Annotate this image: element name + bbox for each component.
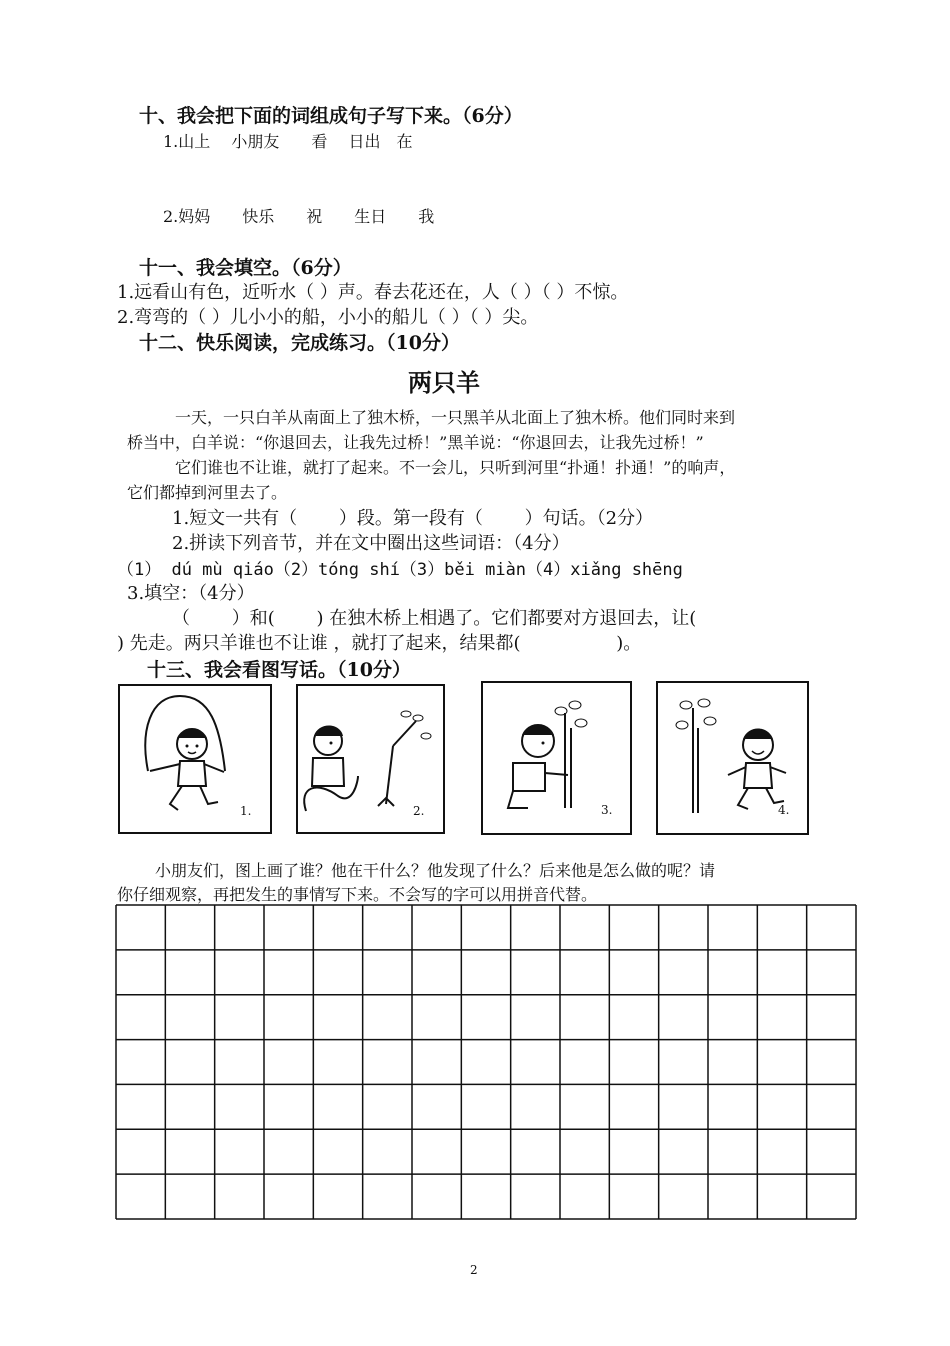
story-para1-line1: 一天，一只白羊从南面上了独木桥，一只黑羊从北面上了独木桥。他们同时来到 — [175, 408, 736, 427]
picture-2 — [296, 684, 445, 834]
writing-grid[interactable] — [115, 904, 857, 1220]
picture-1 — [118, 684, 272, 834]
q10-line1: 1.山上 小朋友 看 日出 在 — [163, 132, 413, 151]
q11-line2: 2.弯弯的（ ）儿小小的船，小小的船儿（ ）（ ）尖。 — [117, 307, 539, 328]
exercise-2-pinyin: （1） dú mù qiáo（2）tóng shí（3）běi miàn（4）xiǎng shēng — [117, 560, 683, 580]
q10-heading: 十、我会把下面的词组成句子写下来。（6分） — [139, 105, 523, 127]
picture-1-label: 1. — [240, 804, 252, 818]
q13-prompt-line1: 小朋友们，图上画了谁？他在干什么？他发现了什么？后来他是怎么做的呢？请 — [155, 861, 716, 880]
story-para1-line2: 桥当中，白羊说：“你退回去，让我先过桥！”黑羊说：“你退回去，让我先过桥！” — [127, 433, 704, 452]
q10-line2: 2.妈妈 快乐 祝 生日 我 — [163, 207, 435, 226]
picture-3 — [481, 681, 632, 835]
exercise-3-line2: ) 先走。两只羊谁也不让谁 ，就打了起来，结果都( )。 — [117, 633, 642, 654]
picture-2-label: 2. — [413, 804, 425, 818]
q13-heading: 十三、我会看图写话。（10分） — [147, 659, 411, 681]
exercise-3-line1: （ ）和( ) 在独木桥上相遇了。它们都要对方退回去，让( — [172, 608, 697, 629]
picture-4-label: 4. — [778, 803, 790, 817]
page-number: 2 — [470, 1263, 478, 1277]
picture-3-label: 3. — [601, 803, 613, 817]
exercise-1: 1.短文一共有（ ）段。第一段有（ ）句话。（2分） — [172, 508, 654, 529]
exercise-3: 3.填空：（4分） — [127, 583, 255, 604]
story-para2-line2: 它们都掉到河里去了。 — [127, 483, 288, 502]
story-para2-line1: 它们谁也不让谁，就打了起来。不一会儿，只听到河里“扑通！扑通！”的响声， — [175, 458, 736, 477]
writing-grid-lines — [115, 904, 857, 1220]
q13-prompt-line2: 你仔细观察，再把发生的事情写下来。不会写的字可以用拼音代替。 — [117, 885, 598, 904]
exercise-2: 2.拼读下列音节，并在文中圈出这些词语：（4分） — [172, 533, 570, 554]
q12-heading: 十二、快乐阅读，完成练习。（10分） — [139, 332, 460, 354]
q11-line1: 1.远看山有色，近听水（ ）声。春去花还在，人（ ）（ ）不惊。 — [117, 282, 629, 303]
story-title: 两只羊 — [408, 368, 480, 397]
picture-4 — [656, 681, 809, 835]
q11-heading: 十一、我会填空。（6分） — [139, 257, 352, 279]
